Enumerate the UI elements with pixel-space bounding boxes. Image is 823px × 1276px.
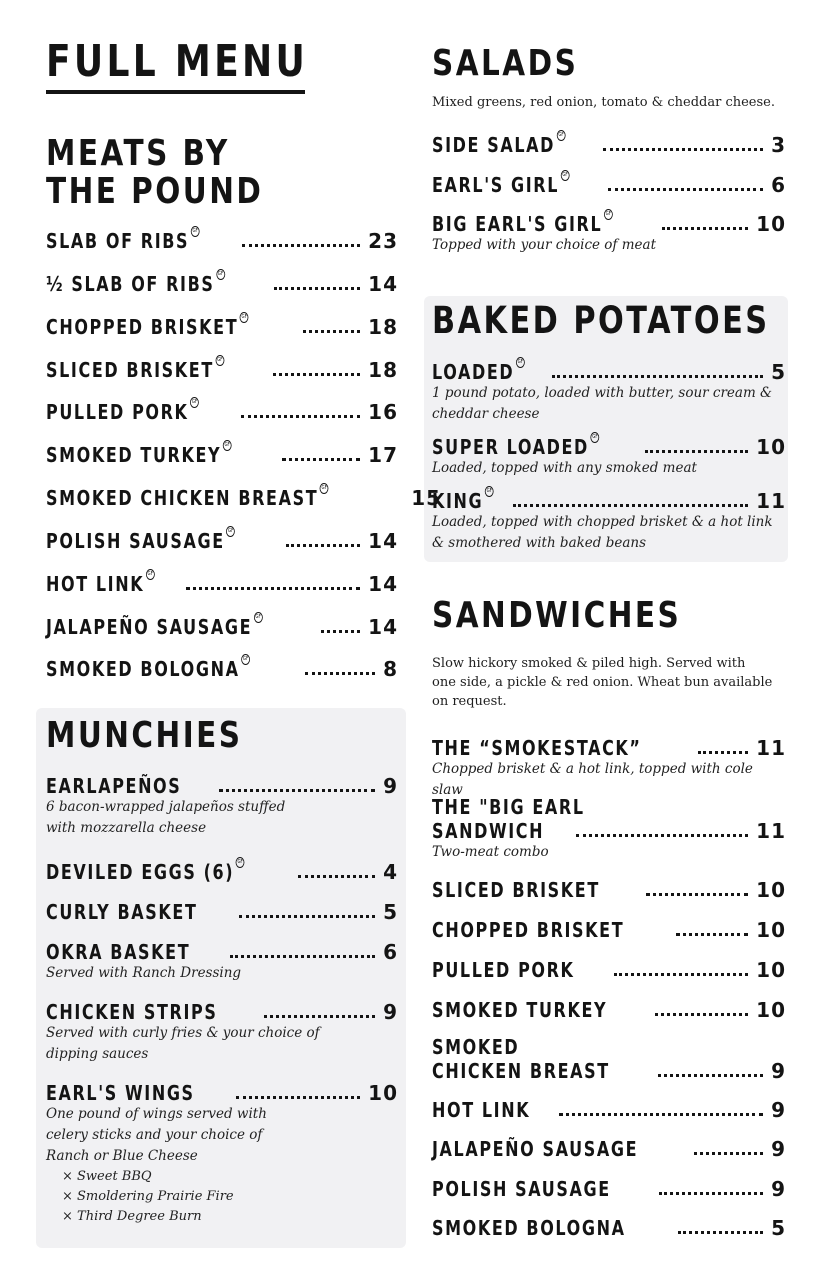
dot-leader <box>241 415 360 418</box>
item-price: 4 <box>383 860 398 884</box>
dot-leader <box>608 188 763 191</box>
item-description: Served with curly fries & your choice of <box>46 1025 320 1041</box>
item-name: EARLAPEÑOS <box>46 774 182 798</box>
item-name: LOADED <box>432 360 515 384</box>
sandwiches-title: SANDWICHES <box>432 595 682 636</box>
dot-leader <box>264 1015 375 1018</box>
item-name: SMOKED CHICKEN BREAST <box>46 486 319 510</box>
dot-leader <box>646 893 748 896</box>
menu-item <box>46 399 398 423</box>
menu-item <box>432 211 786 256</box>
dot-leader <box>662 227 748 230</box>
salads-title: SALADS <box>432 43 579 84</box>
item-name: SMOKED BOLOGNA <box>432 1216 626 1240</box>
item-price: 10 <box>368 1081 398 1105</box>
menu-item <box>432 796 786 863</box>
gluten-free-icon: GF <box>561 170 570 181</box>
item-name: SIDE SALAD <box>432 133 556 157</box>
item-price: 14 <box>368 272 398 296</box>
menu-item <box>432 1036 786 1082</box>
item-price: 10 <box>756 958 786 982</box>
item-description: Two-meat combo <box>432 844 549 860</box>
item-name: SMOKED TURKEY <box>432 998 608 1022</box>
item-price: 11 <box>756 489 786 513</box>
gluten-free-icon: GF <box>226 526 235 537</box>
gluten-free-icon: GF <box>516 357 525 368</box>
item-name: POLISH SAUSAGE <box>432 1177 611 1201</box>
item-name: DEVILED EGGS (6) <box>46 860 235 884</box>
menu-item <box>46 656 398 680</box>
item-description: celery sticks and your choice of <box>46 1127 263 1143</box>
item-name: CHOPPED BRISKET <box>432 918 625 942</box>
item-name: CHICKEN STRIPS <box>46 1000 218 1024</box>
menu-item <box>46 442 398 466</box>
gluten-free-icon: GF <box>241 654 250 665</box>
wing-sauce-option: × Sweet BBQ <box>62 1169 152 1184</box>
dot-leader <box>698 751 748 754</box>
gluten-free-icon: GF <box>591 432 600 443</box>
menu-item <box>432 957 786 981</box>
item-description: dipping sauces <box>46 1046 149 1062</box>
item-price: 6 <box>771 173 786 197</box>
item-price: 14 <box>368 572 398 596</box>
menu-item <box>432 1215 786 1239</box>
item-name: SMOKED TURKEY <box>46 443 222 467</box>
item-description: Chopped brisket & a hot link, topped with cole slaw <box>432 761 753 798</box>
item-price: 10 <box>756 212 786 236</box>
munchies-title: MUNCHIES <box>46 715 243 756</box>
menu-item <box>432 359 786 425</box>
gluten-free-icon: GF <box>236 857 245 868</box>
item-price: 11 <box>756 736 786 760</box>
item-price: 18 <box>368 315 398 339</box>
item-price: 10 <box>756 918 786 942</box>
item-description: cheddar cheese <box>432 406 540 422</box>
item-price: 6 <box>383 940 398 964</box>
gluten-free-icon: GF <box>216 269 225 280</box>
item-name: KING <box>432 489 484 513</box>
item-name: SLICED BRISKET <box>432 878 600 902</box>
dot-leader <box>676 933 748 936</box>
menu-item <box>46 899 398 923</box>
menu-item <box>46 485 442 510</box>
item-description: Ranch or Blue Cheese <box>46 1148 198 1164</box>
title-underline <box>46 90 305 94</box>
menu-item <box>46 571 398 595</box>
item-price: 5 <box>771 360 786 384</box>
item-price: 14 <box>368 529 398 553</box>
item-price: 16 <box>368 400 398 424</box>
dot-leader <box>513 504 748 507</box>
item-name: ½ SLAB OF RIBS <box>46 272 215 296</box>
item-name: BIG EARL'S GIRL <box>432 212 603 236</box>
item-price: 23 <box>368 229 398 253</box>
item-description: Served with Ranch Dressing <box>46 965 242 981</box>
dot-leader <box>614 973 748 976</box>
item-description: 1 pound potato, loaded with butter, sour cream & <box>432 385 773 401</box>
dot-leader <box>242 244 360 247</box>
gluten-free-icon: GF <box>320 483 329 494</box>
menu-item <box>46 999 398 1065</box>
dot-leader <box>659 1192 763 1195</box>
item-name: EARL'S GIRL <box>432 173 560 197</box>
menu-item <box>46 228 398 252</box>
wing-sauce-option: × Third Degree Burn <box>62 1209 202 1224</box>
item-name: POLISH SAUSAGE <box>46 529 225 553</box>
gluten-free-icon: GF <box>604 209 613 220</box>
menu-item <box>432 997 786 1021</box>
dot-leader <box>655 1013 748 1016</box>
menu-item <box>432 1176 786 1200</box>
item-price: 18 <box>368 358 398 382</box>
sandwiches-intro: Slow hickory smoked & piled high. Served with <box>432 656 746 671</box>
item-price: 9 <box>383 1000 398 1024</box>
item-price: 5 <box>771 1216 786 1240</box>
dot-leader <box>552 375 763 378</box>
menu-item <box>46 614 398 638</box>
item-price: 9 <box>771 1137 786 1161</box>
menu-item <box>432 172 786 196</box>
dot-leader <box>576 834 748 837</box>
dot-leader <box>321 630 361 633</box>
item-name: PULLED PORK <box>46 400 189 424</box>
item-description: & smothered with baked beans <box>432 535 647 551</box>
gluten-free-icon: GF <box>223 440 232 451</box>
gluten-free-icon: GF <box>485 486 494 497</box>
item-name: HOT LINK <box>46 572 145 596</box>
dot-leader <box>239 915 375 918</box>
menu-item <box>46 528 398 552</box>
gluten-free-icon: GF <box>215 355 224 366</box>
menu-item <box>432 434 786 479</box>
item-name-line1: THE "BIG EARL <box>432 795 585 819</box>
gluten-free-icon: GF <box>146 569 155 580</box>
item-price: 15 <box>411 486 442 510</box>
dot-leader <box>219 789 375 792</box>
dot-leader <box>273 373 360 376</box>
dot-leader <box>274 287 361 290</box>
menu-item <box>432 735 786 801</box>
menu-item <box>46 773 398 839</box>
item-description: One pound of wings served with <box>46 1106 267 1122</box>
item-price: 10 <box>756 435 786 459</box>
item-description: 6 bacon-wrapped jalapeños stuffed <box>46 799 286 815</box>
item-name: SANDWICH <box>432 819 545 843</box>
item-name: CHICKEN BREAST <box>432 1059 610 1083</box>
gluten-free-icon: GF <box>190 397 199 408</box>
item-name: JALAPEÑO SAUSAGE <box>432 1137 639 1161</box>
item-name: JALAPEÑO SAUSAGE <box>46 615 253 639</box>
dot-leader <box>658 1074 763 1077</box>
potatoes-title: BAKED POTATOES <box>432 299 770 342</box>
item-price: 3 <box>771 133 786 157</box>
dot-leader <box>230 955 375 958</box>
item-price: 9 <box>383 774 398 798</box>
item-name: SUPER LOADED <box>432 435 589 459</box>
item-description: Topped with your choice of meat <box>432 237 656 253</box>
item-name: CURLY BASKET <box>46 900 198 924</box>
item-price: 14 <box>368 615 398 639</box>
full-menu-title: FULL MENU <box>46 36 309 87</box>
dot-leader <box>282 458 360 461</box>
sandwiches-intro: on request. <box>432 694 507 709</box>
item-name: SLAB OF RIBS <box>46 229 190 253</box>
dot-leader <box>603 148 763 151</box>
item-price: 10 <box>756 998 786 1022</box>
menu-item <box>46 314 398 338</box>
menu-item <box>432 917 786 941</box>
menu-item <box>432 488 786 554</box>
menu-item <box>46 1080 398 1227</box>
item-name: CHOPPED BRISKET <box>46 315 239 339</box>
gluten-free-icon: GF <box>191 226 200 237</box>
item-price: 9 <box>771 1059 786 1083</box>
dot-leader <box>286 544 360 547</box>
item-price: 17 <box>368 443 398 467</box>
item-price: 11 <box>756 819 786 843</box>
sandwiches-intro: one side, a pickle & red onion. Wheat bun available <box>432 675 773 690</box>
gluten-free-icon: GF <box>557 130 566 141</box>
dot-leader <box>645 450 748 453</box>
dot-leader <box>303 330 360 333</box>
item-name: HOT LINK <box>432 1098 531 1122</box>
gluten-free-icon: GF <box>240 312 249 323</box>
meats-title-line1: MEATS BY <box>46 133 230 174</box>
wing-sauce-option: × Smoldering Prairie Fire <box>62 1189 234 1204</box>
item-price: 9 <box>771 1177 786 1201</box>
dot-leader <box>559 1113 763 1116</box>
item-description: Loaded, topped with any smoked meat <box>432 460 697 476</box>
dot-leader <box>678 1231 763 1234</box>
menu-item <box>432 132 786 156</box>
item-name: THE “SMOKESTACK” <box>432 736 642 760</box>
dot-leader <box>298 875 375 878</box>
item-price: 5 <box>383 900 398 924</box>
item-description: with mozzarella cheese <box>46 820 207 836</box>
menu-item <box>46 271 398 295</box>
item-name: SMOKED BOLOGNA <box>46 657 240 681</box>
dot-leader <box>186 587 360 590</box>
menu-item <box>432 1097 786 1121</box>
item-name: OKRA BASKET <box>46 940 191 964</box>
item-price: 10 <box>756 878 786 902</box>
menu-item <box>46 357 398 381</box>
item-name-line1: SMOKED <box>432 1035 520 1059</box>
menu-item <box>46 859 398 883</box>
item-name: PULLED PORK <box>432 958 575 982</box>
item-price: 8 <box>383 657 398 681</box>
menu-item <box>46 939 398 984</box>
menu-item <box>432 1136 786 1160</box>
item-price: 9 <box>771 1098 786 1122</box>
menu-item <box>432 877 786 901</box>
salads-intro: Mixed greens, red onion, tomato & cheddar cheese. <box>432 95 776 110</box>
item-name: SLICED BRISKET <box>46 358 214 382</box>
dot-leader <box>694 1152 763 1155</box>
dot-leader <box>236 1096 360 1099</box>
item-description: Loaded, topped with chopped brisket & a hot link <box>432 514 773 530</box>
dot-leader <box>305 672 375 675</box>
meats-title-line2: THE POUND <box>46 171 264 212</box>
gluten-free-icon: GF <box>254 612 263 623</box>
item-name: EARL'S WINGS <box>46 1081 195 1105</box>
